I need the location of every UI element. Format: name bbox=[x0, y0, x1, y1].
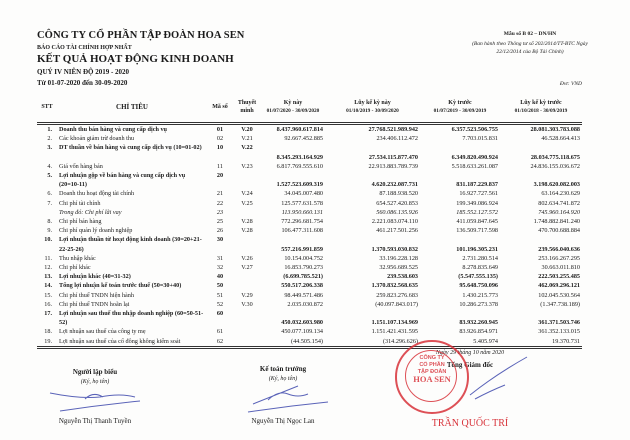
form-note-line-1: (Ban hành theo Thông tư số 202/2014/TT-BTC Ngày bbox=[472, 41, 588, 47]
table-row bbox=[37, 162, 582, 171]
table-row bbox=[37, 272, 582, 281]
director-signature-icon bbox=[465, 355, 535, 405]
table-row bbox=[37, 124, 582, 135]
preparer-signature-block bbox=[40, 368, 150, 425]
row-label: Lợi nhuận gộp về bán hàng và cung cấp dịch vụ (20=10-11) bbox=[59, 172, 186, 189]
row-current: 8.437.960.617.814 bbox=[276, 126, 323, 133]
table-row bbox=[37, 263, 582, 272]
director-name: TRẦN QUỐC TRÍ bbox=[431, 418, 509, 429]
row-code: 21 bbox=[216, 190, 224, 198]
row-note bbox=[233, 327, 261, 336]
row-prior: 2.731.280.514 bbox=[462, 254, 498, 262]
row-code: 02 bbox=[216, 135, 224, 143]
table-row bbox=[37, 134, 582, 143]
row-note: V.25 bbox=[241, 199, 253, 207]
table-row bbox=[37, 291, 582, 300]
col-current bbox=[261, 92, 325, 124]
col-prior-ytd bbox=[500, 92, 582, 124]
table-row bbox=[37, 199, 582, 208]
row-ytd: 27.768.521.989.942 bbox=[368, 126, 418, 133]
row-label: Doanh thu hoạt động tài chính bbox=[59, 190, 135, 198]
row-note: V.20 bbox=[241, 126, 253, 133]
row-note bbox=[233, 309, 261, 327]
row-ytd: 1.151.421.431.595 bbox=[371, 328, 418, 336]
preparer-role: Người lập biểu bbox=[72, 368, 118, 376]
table-row bbox=[37, 143, 582, 161]
row-prior: 411.059.847.645 bbox=[456, 218, 498, 226]
row-stt: 16. bbox=[44, 300, 52, 308]
row-ytd: 32.956.689.525 bbox=[379, 264, 418, 272]
row-prior: 95.648.750.096 bbox=[459, 282, 498, 290]
row-ytd: 1.151.107.134.969 bbox=[371, 319, 418, 327]
row-current: 772.296.681.754 bbox=[281, 218, 323, 226]
row-prior: 831.187.229.837 bbox=[456, 181, 498, 189]
row-label: Chi phí quản lý doanh nghiệp bbox=[59, 227, 133, 235]
row-prior: 101.196.305.231 bbox=[456, 245, 498, 253]
row-ytd: 654.527.420.853 bbox=[376, 199, 418, 207]
row-label: Lợi nhuận thuần từ hoạt động kinh doanh (30=20+21-22-25-26) bbox=[59, 236, 202, 253]
report-range: Từ 01-07-2020 đến 30-09-2020 bbox=[37, 79, 128, 87]
row-prior-ytd: 3.198.620.082.003 bbox=[533, 181, 580, 189]
company-name: CÔNG TY CỔ PHẦN TẬP ĐOÀN HOA SEN bbox=[37, 30, 245, 41]
row-label: Lợi nhuận sau thuế của công ty mẹ bbox=[59, 328, 146, 336]
row-prior-ytd: 28.081.303.783.088 bbox=[530, 126, 580, 133]
row-current: 6.817.769.555.610 bbox=[276, 162, 323, 170]
row-note: V.24 bbox=[241, 190, 253, 198]
row-stt: 10. bbox=[44, 236, 52, 244]
row-code: 25 bbox=[216, 218, 224, 226]
row-code: 22 bbox=[216, 199, 224, 207]
director-role: Tổng Giám đốc bbox=[446, 361, 494, 369]
col-prior-title: Kỳ trước bbox=[448, 100, 472, 106]
row-prior: 185.552.127.572 bbox=[456, 208, 498, 216]
row-ytd: 87.188.938.520 bbox=[379, 190, 418, 198]
table-row bbox=[37, 226, 582, 235]
row-ytd: 27.534.115.877.470 bbox=[368, 153, 418, 161]
row-ytd: 239.538.603 bbox=[387, 273, 418, 281]
table-row bbox=[37, 254, 582, 263]
row-prior: 6.357.523.506.755 bbox=[451, 126, 498, 133]
row-code: 51 bbox=[216, 291, 224, 299]
row-current: 557.216.991.859 bbox=[281, 245, 323, 253]
row-label: Giá vốn hàng bán bbox=[59, 162, 103, 170]
row-note: V.23 bbox=[241, 162, 253, 170]
row-code: 52 bbox=[216, 300, 224, 308]
col-current-title: Kỳ này bbox=[283, 100, 303, 106]
row-stt: 17. bbox=[44, 310, 52, 318]
row-code: 23 bbox=[216, 208, 224, 216]
row-current: 2.035.030.872 bbox=[287, 300, 323, 308]
row-ytd: 33.196.228.128 bbox=[379, 254, 418, 262]
col-prior-ytd-title: Lũy kế kỳ trước bbox=[520, 100, 562, 106]
row-note: V.26 bbox=[241, 254, 253, 262]
row-prior-ytd: 802.634.741.872 bbox=[538, 199, 580, 207]
col-ytd bbox=[325, 92, 420, 124]
accountant-signature-icon bbox=[228, 382, 338, 415]
row-current: 34.045.007.480 bbox=[284, 190, 323, 198]
table-row bbox=[37, 281, 582, 290]
accountant-hint: (Ký, họ tên) bbox=[268, 376, 298, 382]
row-ytd: 2.221.083.074.110 bbox=[371, 218, 418, 226]
row-prior: (5.547.555.135) bbox=[458, 273, 498, 281]
row-prior: 16.927.727.561 bbox=[459, 190, 498, 198]
row-stt: 1. bbox=[47, 126, 52, 133]
row-current: 16.853.790.273 bbox=[284, 264, 323, 272]
row-stt: 18. bbox=[44, 328, 52, 336]
row-note bbox=[233, 171, 261, 189]
row-prior: 83.926.854.971 bbox=[459, 328, 498, 336]
row-prior-ytd: 63.164.230.629 bbox=[541, 190, 580, 198]
row-current: 550.517.206.338 bbox=[281, 282, 323, 290]
row-prior: 5.405.974 bbox=[420, 337, 500, 348]
row-label: Chi phí tài chính bbox=[59, 199, 101, 207]
row-label: Lợi nhuận sau thuế của cổ đông không kiểm soát bbox=[57, 337, 207, 348]
table-row bbox=[37, 189, 582, 198]
col-stt: STT bbox=[37, 92, 57, 124]
row-prior-ytd: 30.663.011.810 bbox=[541, 264, 580, 272]
row-current: 106.477.311.608 bbox=[281, 227, 323, 235]
row-prior-ytd: 253.166.267.295 bbox=[538, 254, 580, 262]
preparer-hint: (Ký, họ tên) bbox=[80, 379, 110, 385]
row-stt: 13. bbox=[44, 273, 52, 281]
row-code: 40 bbox=[216, 273, 224, 281]
col-prior-range: 01/07/2019 - 30/09/2019 bbox=[433, 108, 487, 114]
row-note bbox=[233, 208, 261, 217]
table-row bbox=[37, 171, 582, 189]
row-ytd: 1.370.832.568.635 bbox=[371, 282, 418, 290]
col-ytd-range: 01/10/2019 - 30/09/2020 bbox=[346, 108, 399, 114]
row-prior-ytd: 361.352.133.015 bbox=[538, 328, 580, 336]
table-header bbox=[37, 92, 582, 124]
table-row bbox=[37, 235, 582, 253]
row-stt: 4. bbox=[47, 162, 52, 170]
row-prior-ytd: 24.836.155.036.672 bbox=[530, 162, 580, 170]
form-note bbox=[445, 40, 615, 56]
row-label: DT thuần về bán hàng và cung cấp dịch vụ (10=01-02) bbox=[59, 144, 202, 152]
row-prior-ytd: 1.748.882.841.240 bbox=[533, 218, 580, 226]
row-label: Chi phí thuế TNDN hoãn lại bbox=[59, 300, 130, 308]
row-label: Chi phí thuế TNDN hiện hành bbox=[59, 291, 134, 299]
row-stt: 14. bbox=[44, 282, 52, 290]
row-code: 60 bbox=[216, 310, 224, 318]
form-code: Mẫu số B 02 – DN/HN bbox=[503, 31, 557, 37]
row-stt: 7. bbox=[47, 199, 52, 207]
row-prior: 1.430.215.773 bbox=[462, 291, 498, 299]
row-current: 98.449.571.486 bbox=[284, 291, 323, 299]
row-current: (44.505.154) bbox=[261, 337, 325, 348]
col-ytd-title: Lũy kế kỳ này bbox=[354, 100, 391, 106]
row-label: Chi phí bán hàng bbox=[59, 218, 102, 226]
row-prior: 83.932.260.945 bbox=[459, 319, 498, 327]
row-label: Các khoản giảm trừ doanh thu bbox=[59, 135, 135, 143]
row-current: 8.345.293.164.929 bbox=[276, 153, 323, 161]
col-code: Mã số bbox=[207, 92, 233, 124]
accountant-role: Kế toán trưởng bbox=[259, 365, 307, 373]
row-stt: 19. bbox=[37, 337, 57, 348]
row-ytd: 4.620.232.087.731 bbox=[371, 181, 418, 189]
row-code: 30 bbox=[216, 236, 224, 244]
row-ytd: 22.913.883.789.739 bbox=[368, 162, 418, 170]
report-period: QUÝ IV NIÊN ĐỘ 2019 - 2020 bbox=[37, 68, 130, 76]
row-current: 10.154.004.752 bbox=[284, 254, 323, 262]
row-code: 61 bbox=[216, 328, 224, 336]
row-label: Doanh thu bán hàng và cung cấp dịch vụ bbox=[59, 126, 167, 133]
row-ytd: 234.406.112.472 bbox=[376, 135, 418, 143]
row-prior: 7.703.015.831 bbox=[462, 135, 498, 143]
row-stt: 5. bbox=[47, 172, 52, 179]
row-label: Thu nhập khác bbox=[59, 254, 96, 262]
row-prior-ytd: 239.566.040.636 bbox=[538, 245, 580, 253]
row-note: V.28 bbox=[241, 227, 253, 235]
row-ytd: (314.296.626) bbox=[325, 337, 420, 348]
row-ytd: 259.823.276.683 bbox=[376, 291, 418, 299]
row-label: Tổng lợi nhuận kế toán trước thuế (50=30+40) bbox=[59, 282, 182, 290]
row-stt: 15. bbox=[44, 291, 52, 299]
row-current: 125.577.631.578 bbox=[281, 199, 323, 207]
table-row bbox=[37, 300, 582, 309]
row-prior-ytd: 19.370.731 bbox=[500, 337, 582, 348]
row-ytd: 1.370.593.030.832 bbox=[371, 245, 418, 253]
accountant-name: Nguyễn Thị Ngọc Lan bbox=[251, 417, 315, 425]
row-prior-ytd: 745.960.164.920 bbox=[538, 208, 580, 216]
row-code: 01 bbox=[216, 126, 224, 133]
row-note bbox=[233, 281, 261, 290]
row-current: 450.032.603.980 bbox=[281, 319, 323, 327]
row-current: 92.667.452.885 bbox=[284, 135, 323, 143]
row-prior-ytd: 46.528.664.413 bbox=[541, 135, 580, 143]
row-code: 26 bbox=[216, 227, 224, 235]
table-row bbox=[37, 309, 582, 327]
row-note: V.29 bbox=[241, 291, 253, 299]
row-note: V.30 bbox=[241, 300, 253, 308]
table-row bbox=[37, 337, 582, 348]
row-prior-ytd: 462.069.296.121 bbox=[538, 282, 580, 290]
row-note: V.27 bbox=[241, 264, 253, 272]
row-label: Lợi nhuận sau thuế thu nhập doanh nghiệp (60=50-51-52) bbox=[59, 310, 204, 327]
row-note: V.21 bbox=[241, 135, 253, 143]
row-prior-ytd: (1.347.738.189) bbox=[540, 300, 580, 308]
row-prior-ytd: 102.045.530.564 bbox=[538, 291, 580, 299]
table-row bbox=[37, 327, 582, 336]
row-code: 11 bbox=[217, 162, 223, 170]
stamp-text: CÔNG TY CỔ PHẦN TẬP ĐOÀN HOA SEN bbox=[413, 355, 451, 384]
row-note: V.28 bbox=[241, 218, 253, 226]
col-item: CHỈ TIÊU bbox=[57, 92, 207, 124]
row-stt: 12. bbox=[44, 264, 52, 272]
row-note bbox=[233, 337, 261, 348]
row-stt: 3. bbox=[47, 144, 52, 152]
row-note bbox=[233, 235, 261, 253]
sign-date: Ngày 29 tháng 10 năm 2020 bbox=[435, 350, 505, 356]
table-row bbox=[37, 208, 582, 217]
row-code: 20 bbox=[216, 172, 224, 179]
company-stamp bbox=[395, 340, 469, 414]
preparer-signature-icon bbox=[40, 385, 150, 415]
col-prior-ytd-range: 01/10/2018 - 30/09/2019 bbox=[514, 108, 568, 114]
form-note-line-2: 22/12/2014 của Bộ Tài Chính) bbox=[496, 49, 564, 55]
row-prior: 136.509.717.598 bbox=[456, 227, 498, 235]
row-code: 31 bbox=[216, 254, 224, 262]
row-current: 1.527.523.609.319 bbox=[276, 181, 323, 189]
row-ytd: 461.217.501.256 bbox=[376, 227, 418, 235]
row-ytd: (40.097.843.017) bbox=[375, 300, 418, 308]
row-stt: 2. bbox=[47, 135, 52, 143]
row-prior: 6.349.820.490.924 bbox=[451, 153, 498, 161]
col-prior bbox=[420, 92, 500, 124]
row-code: 62 bbox=[207, 337, 233, 348]
row-prior: 199.349.086.924 bbox=[456, 199, 498, 207]
col-current-range: 01/07/2020 - 30/09/2020 bbox=[266, 108, 320, 114]
row-stt: 11. bbox=[44, 254, 52, 262]
row-prior-ytd: 28.034.775.118.675 bbox=[530, 153, 580, 161]
row-current: 113.950.660.131 bbox=[281, 208, 323, 216]
row-label: Chi phí khác bbox=[59, 264, 91, 272]
row-prior: 10.286.273.378 bbox=[459, 300, 498, 308]
row-stt bbox=[37, 208, 57, 217]
row-code: 50 bbox=[216, 282, 224, 290]
row-prior-ytd: 222.503.255.485 bbox=[538, 273, 580, 281]
row-code: 32 bbox=[216, 264, 224, 272]
row-stt: 8. bbox=[47, 218, 52, 226]
row-label: Trong đó: Chi phí lãi vay bbox=[59, 208, 122, 216]
row-stt: 9. bbox=[47, 227, 52, 235]
table-row bbox=[37, 217, 582, 226]
currency-unit: Đvt: VND bbox=[559, 81, 582, 87]
preparer-name: Nguyễn Thị Thanh Tuyền bbox=[58, 417, 132, 425]
row-note: V.22 bbox=[241, 144, 253, 152]
row-prior-ytd: 470.700.688.884 bbox=[538, 227, 580, 235]
income-statement-table bbox=[37, 92, 582, 349]
row-current: 450.077.109.134 bbox=[281, 328, 323, 336]
col-note: Thuyết minh bbox=[233, 92, 261, 124]
row-prior-ytd: 361.371.503.746 bbox=[538, 319, 580, 327]
accountant-signature-block bbox=[228, 365, 338, 425]
report-title: KẾT QUẢ HOẠT ĐỘNG KINH DOANH bbox=[37, 53, 234, 65]
report-type: BÁO CÁO TÀI CHÍNH HỢP NHẤT bbox=[37, 45, 132, 51]
row-stt: 6. bbox=[47, 190, 52, 198]
row-code: 10 bbox=[216, 144, 224, 152]
row-note bbox=[233, 272, 261, 281]
row-prior: 5.518.633.261.087 bbox=[451, 162, 498, 170]
row-ytd: 560.086.135.926 bbox=[376, 208, 418, 216]
row-current: (6.699.785.521) bbox=[283, 273, 323, 281]
row-label: Lợi nhuận khác (40=31-32) bbox=[59, 273, 131, 281]
row-prior: 8.278.835.649 bbox=[462, 264, 498, 272]
